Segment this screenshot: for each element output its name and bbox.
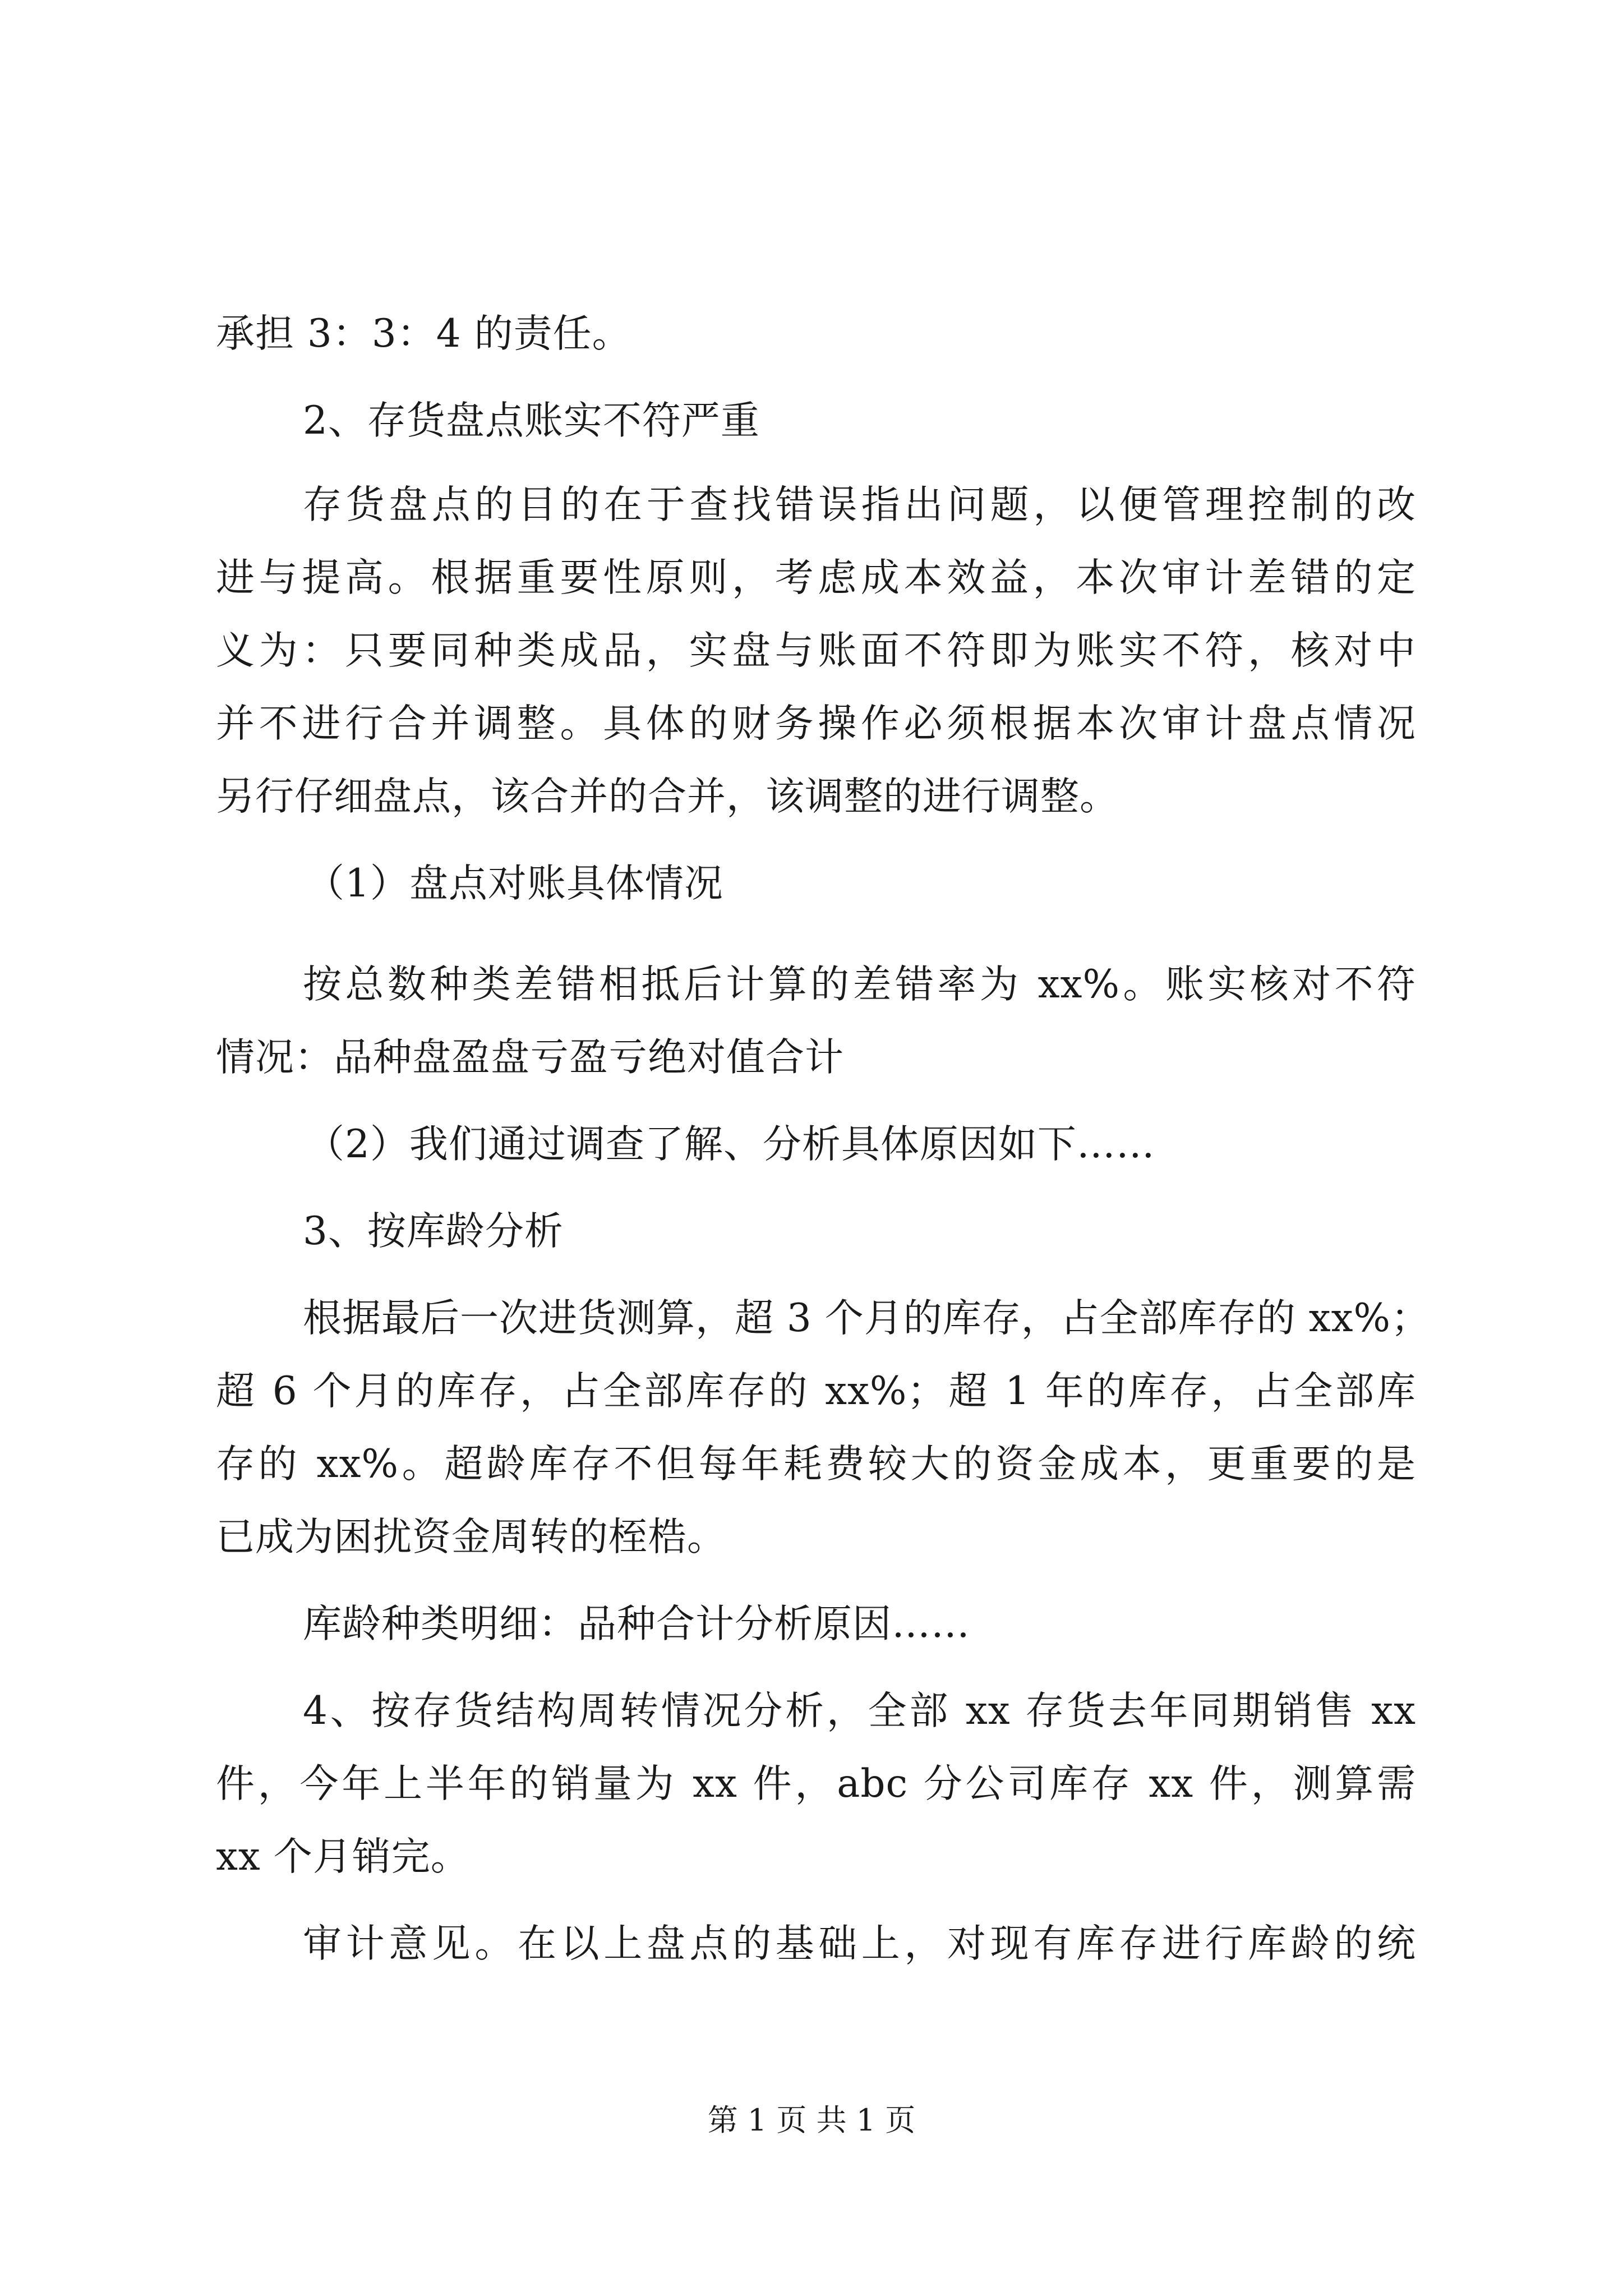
paragraph-line: 审计意见。在以上盘点的基础上，对现有库存进行库龄的统 — [303, 1921, 1416, 1966]
paragraph-line: 已成为困扰资金周转的桎梏。 — [216, 1515, 726, 1559]
paragraph-line: 根据最后一次进货测算，超 3 个月的库存，占全部库存的 xx%； — [303, 1296, 1431, 1341]
paragraph-line: 另行仔细盘点，该合并的合并，该调整的进行调整。 — [216, 774, 1119, 819]
paragraph-line: 件，今年上半年的销量为 xx 件，abc 分公司库存 xx 件，测算需 — [216, 1761, 1416, 1806]
paragraph-line: 按总数种类差错相抵后计算的差错率为 xx%。账实核对不符 — [303, 962, 1416, 1007]
paragraph-line: 库龄种类明细：品种合计分析原因…… — [303, 1602, 970, 1646]
paragraph-line: 存的 xx%。超龄库存不但每年耗费较大的资金成本，更重要的是 — [216, 1442, 1416, 1487]
text-line: 承担 3：3：4 的责任。 — [216, 311, 631, 356]
section-heading: 3、按库龄分析 — [303, 1209, 564, 1254]
paragraph-line: 4、按存货结构周转情况分析，全部 xx 存货去年同期销售 xx — [303, 1688, 1416, 1733]
section-heading: 2、存货盘点账实不符严重 — [303, 398, 760, 443]
page-footer: 第 1 页 共 1 页 — [707, 2102, 916, 2138]
paragraph-line: 并不进行合并调整。具体的财务操作必须根据本次审计盘点情况 — [216, 701, 1416, 746]
paragraph-line: 存货盘点的目的在于查找错误指出问题，以便管理控制的改 — [303, 482, 1416, 527]
subsection-heading: （1）盘点对账具体情况 — [306, 861, 723, 906]
subsection-heading: （2）我们通过调查了解、分析具体原因如下…… — [306, 1122, 1155, 1167]
paragraph-line: 超 6 个月的库存，占全部库存的 xx%；超 1 年的库存，占全部库 — [216, 1369, 1416, 1414]
paragraph-line: xx 个月销完。 — [216, 1834, 470, 1879]
paragraph-line: 情况：品种盘盈盘亏盈亏绝对值合计 — [216, 1035, 844, 1080]
paragraph-line: 义为：只要同种类成品，实盘与账面不符即为账实不符，核对中 — [216, 628, 1416, 673]
paragraph-line: 进与提高。根据重要性原则，考虑成本效益，本次审计差错的定 — [216, 555, 1416, 600]
